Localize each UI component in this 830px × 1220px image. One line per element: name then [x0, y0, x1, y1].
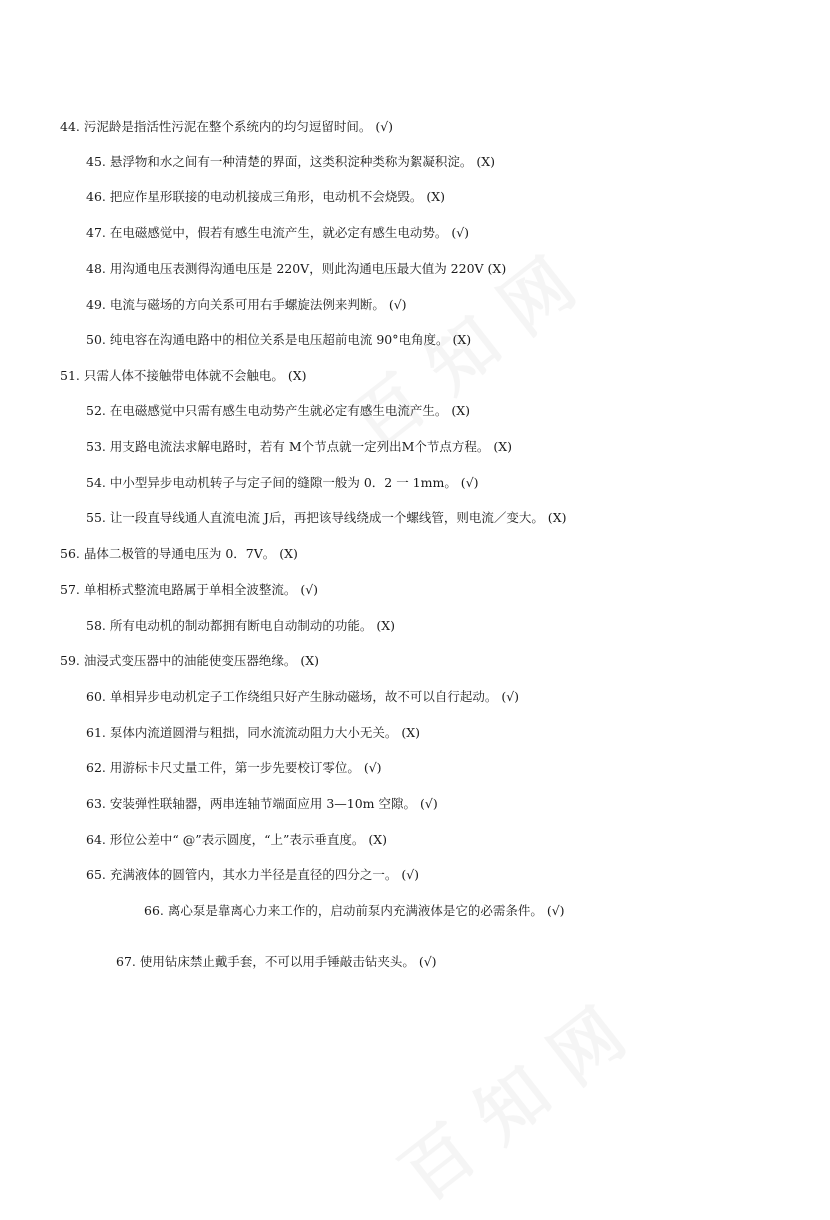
question-item: 48. 用沟通电压表测得沟通电压是 220V，则此沟通电压最大值为 220V (X) [86, 261, 507, 276]
question-item: 51. 只需人体不接触带电体就不会触电。 (X) [60, 368, 307, 383]
question-item: 59. 油浸式变压器中的油能使变压器绝缘。 (X) [60, 653, 319, 668]
question-item: 45. 悬浮物和水之间有一种清楚的界面，这类积淀种类称为絮凝积淀。 (X) [86, 154, 495, 169]
question-item: 54. 中小型异步电动机转子与定子间的缝隙一般为 0．2 一 1mm。 (√) [86, 475, 479, 490]
question-item: 61. 泵体内流道圆滑与粗拙，同水流流动阻力大小无关。 (X) [86, 725, 420, 740]
question-item: 53. 用支路电流法求解电路时，若有 M个节点就一定列出M个节点方程。 (X) [86, 439, 513, 454]
question-item: 55. 让一段直导线通人直流电流 J后，再把该导线绕成一个螺线管，则电流／变大。 (X) [86, 510, 567, 525]
question-item: 65. 充满液体的圆管内，其水力半径是直径的四分之一。 (√) [86, 867, 420, 882]
question-item: 49. 电流与磁场的方向关系可用右手螺旋法例来判断。 (√) [86, 297, 407, 312]
question-item: 60. 单相异步电动机定子工作绕组只好产生脉动磁场，故不可以自行起动。 (√) [86, 689, 520, 704]
question-item: 46. 把应作星形联接的电动机接成三角形，电动机不会烧毁。 (X) [86, 189, 445, 204]
question-item: 67. 使用钻床禁止戴手套，不可以用手锤敲击钻夹头。 (√) [116, 954, 437, 969]
question-item: 62. 用游标卡尺丈量工件，第一步先要校订零位。 (√) [86, 760, 382, 775]
question-item: 66. 离心泵是靠离心力来工作的，启动前泵内充满液体是它的必需条件。 (√) [144, 903, 565, 918]
question-item: 44. 污泥龄是指活性污泥在整个系统内的均匀逗留时间。 (√) [60, 119, 394, 134]
question-item: 58. 所有电动机的制动都拥有断电自动制动的功能。 (X) [86, 618, 395, 633]
question-item: 63. 安装弹性联轴器，两串连轴节端面应用 3—10m 空隙。 (√) [86, 796, 438, 811]
question-item: 56. 晶体二极管的导通电压为 0．7V。 (X) [60, 546, 298, 561]
question-item: 57. 单相桥式整流电路属于单相全波整流。 (√) [60, 582, 319, 597]
question-item: 47. 在电磁感觉中，假若有感生电流产生，就必定有感生电动势。 (√) [86, 225, 470, 240]
question-item: 64. 形位公差中“ @”表示圆度，“上”表示垂直度。 (X) [86, 832, 388, 847]
question-item: 50. 纯电容在沟通电路中的相位关系是电压超前电流 90°电角度。 (X) [86, 332, 472, 347]
question-item: 52. 在电磁感觉中只需有感生电动势产生就必定有感生电流产生。 (X) [86, 403, 470, 418]
